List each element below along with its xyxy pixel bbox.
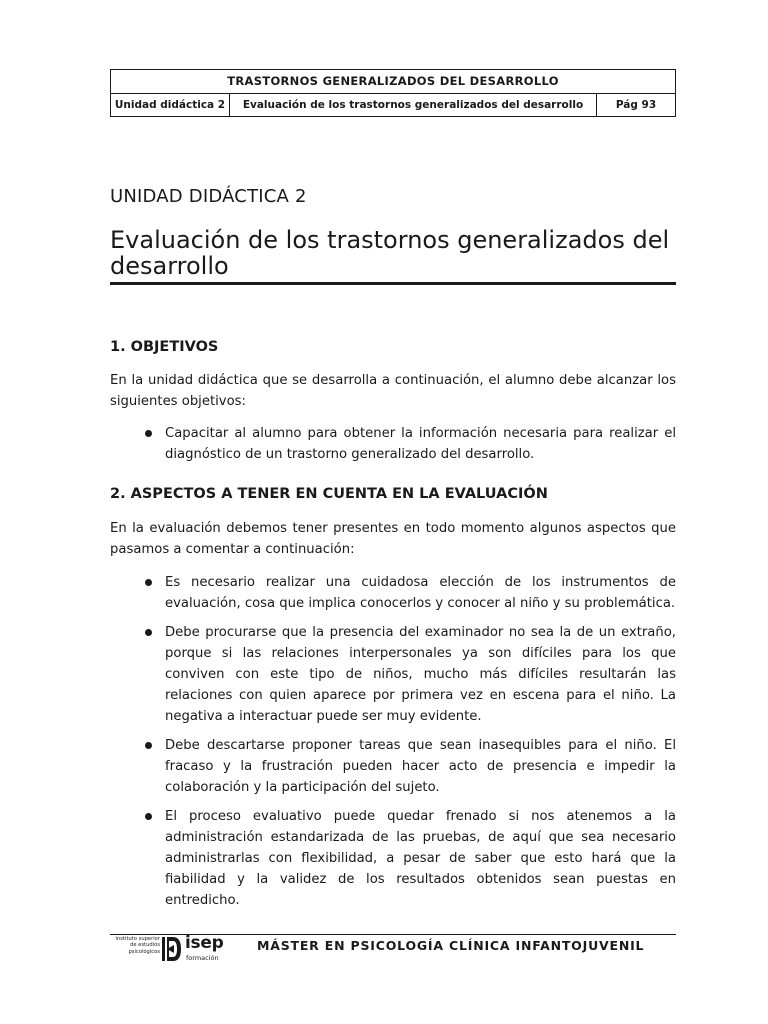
bullet-icon [145,813,152,820]
running-header-table [110,69,676,117]
bullet-icon [145,579,152,586]
header-info-row [111,94,675,116]
logo-name: isep [185,933,224,953]
header-unit: Unidad didáctica 2 [111,94,230,116]
logo-line-1: instituto superior [115,936,160,942]
section-intro-objetivos: En la unidad didáctica que se desarrolla a continuación, el alumno debe alcanzar los siguientes objetivos: [110,373,676,409]
section-intro-aspectos: En la evaluación debemos tener presentes en todo momento algunos aspectos que pasamos a comentar a continuación: [110,521,676,557]
list-item [110,423,676,465]
list-item [110,735,676,798]
list-item [110,622,676,727]
logo-mark-icon [162,937,182,961]
page-title: Evaluación de los trastornos generalizados del desarrollo [110,226,670,280]
section-heading-aspectos: 2. ASPECTOS A TENER EN CUENTA EN LA EVALUACIÓN [110,486,548,502]
list-item-text: El proceso evaluativo puede quedar frenado si nos atenemos a la administración estandarizada de las pruebas, de aquí que sea necesario administrarlas con flexibilidad, a pesar de saber que esto hará que la fiabilidad y la validez de los resultados obtenidos sean puestas en entredicho. [165,809,676,908]
header-title: TRASTORNOS GENERALIZADOS DEL DESARROLLO [111,70,675,94]
header-page-number: Pág 93 [615,99,657,111]
list-item [110,806,676,911]
bullet-icon [145,430,152,437]
logo-subtitle: formación [186,954,219,962]
list-item-text: Es necesario realizar una cuidadosa elección de los instrumentos de evaluación, cosa que implica conocerlos y conocer al niño y su problemática. [165,575,676,611]
section-heading-objetivos: 1. OBJETIVOS [110,339,219,355]
logo-line-3: psicológicos [128,948,160,955]
bullet-icon [145,742,152,749]
logo-line-2: de estudios [130,942,160,949]
list-item-text: Debe procurarse que la presencia del examinador no sea la de un extraño, porque si las relaciones interpersonales ya son difíciles para los que conviven con este tipo de niños, mucho más difíciles resultarán las relaciones con quien aparece por primera vez en escena para el niño. La negativa a interactuar puede ser muy evidente. [165,625,676,724]
logo-institute-text [110,936,160,955]
bullet-icon [145,629,152,636]
isep-logo [110,933,225,964]
title-rule [110,282,676,285]
list-item-text: Debe descartarse proponer tareas que sean inasequibles para el niño. El fracaso y la frustración pueden hacer acto de presencia e impedir la colaboración y la participación del sujeto. [165,738,676,795]
header-subject: Evaluación de los trastornos generalizados del desarrollo [230,94,597,116]
list-item-text: Capacitar al alumno para obtener la información necesaria para realizar el diagnóstico de un trastorno generalizado del desarrollo. [165,426,676,462]
footer-title: MÁSTER EN PSICOLOGÍA CLÍNICA INFANTOJUVENIL [257,938,645,953]
objetivos-list [110,423,676,465]
list-item [110,572,676,614]
aspectos-list [110,572,676,911]
unit-label: UNIDAD DIDÁCTICA 2 [110,186,307,207]
